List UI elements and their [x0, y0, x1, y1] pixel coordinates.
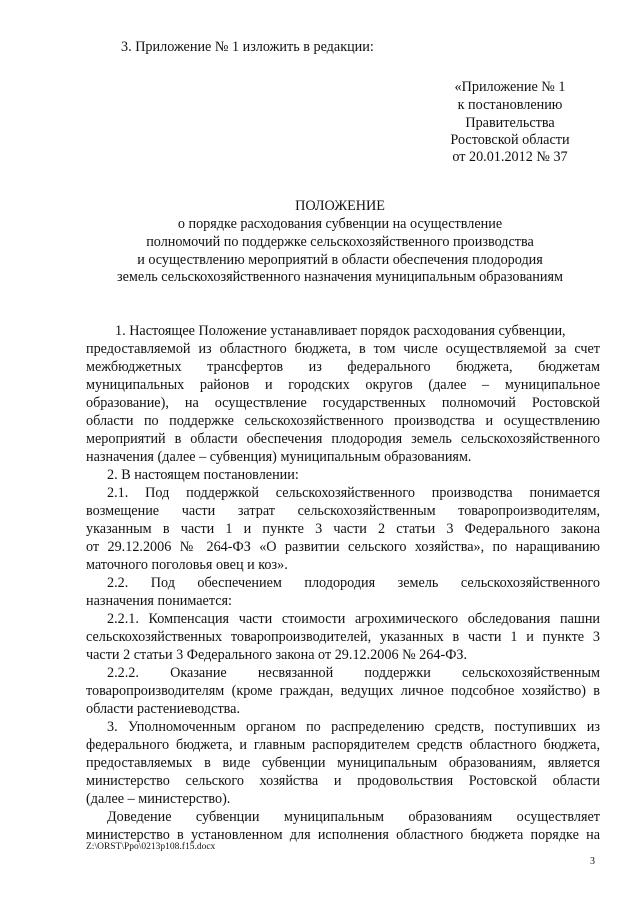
body-line: товаропроизводителям (кроме граждан, ведущих личное подсобное хозяйство) в — [86, 683, 600, 699]
body-line: муниципальных районов и городских округов (далее – муниципальное — [86, 377, 600, 393]
title-subtitle-line: и осуществлению мероприятий в области обеспечения плодородия — [137, 252, 543, 268]
body-line: части 2 статьи 3 Федерального закона от 29.12.2006 № 264-ФЗ. — [86, 647, 468, 663]
body-line: назначения понимается: — [86, 593, 232, 609]
body-line: 2.1. Под поддержкой сельскохозяйственного производства понимается — [107, 485, 600, 501]
title-heading: ПОЛОЖЕНИЕ — [295, 198, 385, 214]
body-line: возмещение части затрат сельскохозяйственным товаропроизводителям, — [86, 503, 600, 519]
body-line: мероприятий в области обеспечения плодородия земель сельскохозяйственного — [86, 431, 600, 447]
appendix-line: от 20.01.2012 № 37 — [452, 149, 568, 165]
body-line: 2.2.2. Оказание несвязанной поддержки сельскохозяйственным — [107, 665, 600, 681]
appendix-line: к постановлению — [457, 97, 563, 113]
appendix-line: «Приложение № 1 — [454, 79, 566, 95]
body-line: образование), на осуществление государственных полномочий Ростовской — [86, 395, 600, 411]
body-line: 1. Настоящее Положение устанавливает порядок расходования субвенции, — [115, 323, 566, 339]
body-line: 2.2. Под обеспечением плодородия земель сельскохозяйственного — [107, 575, 600, 591]
title-subtitle-line: о порядке расходования субвенции на осуществление — [177, 216, 503, 232]
body-line: министерство сельского хозяйства и продовольствия Ростовской области — [86, 773, 600, 789]
body-line: назначения (далее – субвенция) муниципальным образованиям. — [86, 449, 472, 465]
body-line: от 29.12.2006 № 264-ФЗ «О развитии сельского хозяйства», по наращиванию — [86, 539, 600, 555]
footer-file-path: Z:\ORST\Ppo\0213p108.f15.docx — [86, 842, 216, 852]
body-line: маточного поголовья овец и коз». — [86, 557, 288, 573]
body-line: Доведение субвенции муниципальным образованиям осуществляет — [107, 809, 600, 825]
title-subtitle-line: полномочий по поддержке сельскохозяйственного производства — [146, 234, 534, 250]
body-line: 3. Уполномоченным органом по распределению средств, поступивших из — [107, 719, 600, 735]
page-number: 3 — [590, 856, 595, 867]
body-line: 2. В настоящем постановлении: — [107, 467, 299, 483]
body-line: министерство в установленном для исполнения областного бюджета порядке на — [86, 827, 600, 843]
body-line: 2.2.1. Компенсация части стоимости агрохимического обследования пашни — [107, 611, 600, 627]
intro-line: 3. Приложение № 1 изложить в редакции: — [121, 39, 374, 55]
body-line: предоставляемой из областного бюджета, в том числе осуществляемой за счет — [86, 341, 600, 357]
body-line: области растениеводства. — [86, 701, 240, 717]
body-line: предоставляемых в виде субвенции муниципальным образованиям, является — [86, 755, 600, 771]
body-line: (далее – министерство). — [86, 791, 231, 807]
body-line: сельскохозяйственных товаропроизводителей, указанных в части 1 и пункте 3 — [86, 629, 600, 645]
appendix-line: Ростовской области — [450, 132, 570, 148]
body-line: указанным в части 1 и пункте 3 части 2 статьи 3 Федерального закона — [86, 521, 600, 537]
title-subtitle-line: земель сельскохозяйственного назначения муниципальным образованиям — [117, 269, 563, 285]
body-line: межбюджетных трансфертов из федерального бюджета, бюджетам — [86, 359, 600, 375]
body-line: области по поддержке сельскохозяйственного производства и осуществлению — [86, 413, 600, 429]
body-line: федерального бюджета, и главным распорядителем средств областного бюджета, — [86, 737, 600, 753]
appendix-line: Правительства — [465, 115, 555, 131]
